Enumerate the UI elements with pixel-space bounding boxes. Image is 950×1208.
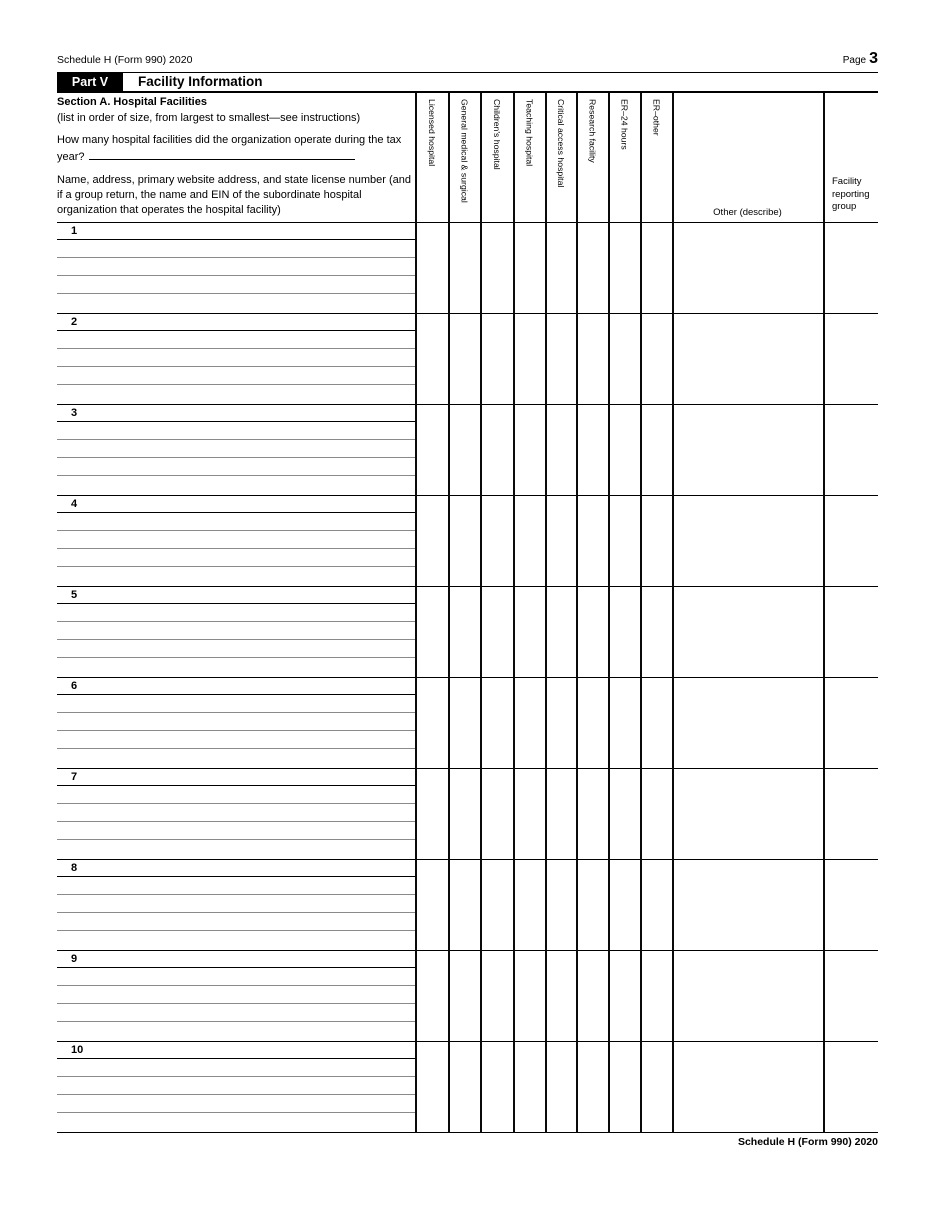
facility-name-line[interactable] [57,331,415,349]
checkbox-cell-critical-access-hospital[interactable] [545,1042,576,1132]
row-number: 8 [71,861,78,874]
checkbox-cell-teaching-hospital[interactable] [513,405,545,495]
facility-name-line[interactable] [57,258,415,276]
checkbox-cell-er-24-hours[interactable] [608,405,640,495]
checkbox-cell-critical-access-hospital[interactable] [545,678,576,768]
other-describe-cell[interactable] [672,1042,823,1132]
column-header-label: Teaching hospital [524,98,535,166]
facility-name-line[interactable] [57,968,415,986]
checkbox-cell-research-facility[interactable] [576,314,608,404]
checkbox-cell-er-other[interactable] [640,1042,672,1132]
facility-name-line[interactable] [57,367,415,385]
checkbox-cell-children-s-hospital[interactable] [480,496,513,586]
facility-name-line[interactable] [57,951,415,969]
facility-name-line[interactable] [57,587,415,605]
checkbox-cell-er-24-hours[interactable] [608,314,640,404]
checkbox-cell-critical-access-hospital[interactable] [545,951,576,1041]
other-describe-cell[interactable] [672,951,823,1041]
column-header-general-medical-surgical [448,93,480,223]
facility-name-line[interactable] [57,422,415,440]
facility-group-cell[interactable] [823,223,878,313]
checkbox-cell-licensed-hospital[interactable] [415,405,448,495]
facility-group-cell[interactable] [823,951,878,1041]
checkbox-cell-general-medical-surgical[interactable] [448,587,480,677]
other-describe-cell[interactable] [672,587,823,677]
checkbox-cell-research-facility[interactable] [576,496,608,586]
checkbox-cell-critical-access-hospital[interactable] [545,223,576,313]
facility-name-line[interactable] [57,622,415,640]
checkbox-cell-research-facility[interactable] [576,678,608,768]
other-describe-cell[interactable] [672,496,823,586]
facility-name-line[interactable] [57,786,415,804]
footer-form-title: Schedule H (Form 990) 2020 [737,1136,878,1148]
other-describe-cell[interactable] [672,405,823,495]
column-header-research-facility [576,93,608,223]
other-describe-cell[interactable] [672,678,823,768]
facility-name-line[interactable] [57,513,415,531]
facility-group-cell[interactable] [823,496,878,586]
facility-name-line[interactable] [57,385,415,403]
row-number: 9 [71,952,78,965]
facility-row [57,769,878,860]
column-divider [480,93,482,1133]
checkbox-cell-er-24-hours[interactable] [608,587,640,677]
page-indicator [843,50,878,68]
checkbox-cell-licensed-hospital[interactable] [415,314,448,404]
checkbox-cell-licensed-hospital[interactable] [415,223,448,313]
column-header-label: ER–other [651,98,662,136]
checkbox-cell-er-24-hours[interactable] [608,769,640,859]
checkbox-cell-licensed-hospital[interactable] [415,860,448,950]
facility-name-line[interactable] [57,314,415,332]
checkbox-cell-research-facility[interactable] [576,405,608,495]
facility-name-line[interactable] [57,531,415,549]
checkbox-cell-children-s-hospital[interactable] [480,860,513,950]
facility-group-header-cell [823,93,878,223]
checkbox-cell-general-medical-surgical[interactable] [448,1042,480,1132]
checkbox-cell-teaching-hospital[interactable] [513,678,545,768]
checkbox-cell-critical-access-hospital[interactable] [545,587,576,677]
facility-name-line[interactable] [57,1077,415,1095]
table-header [57,93,878,223]
checkbox-cell-er-other[interactable] [640,405,672,495]
page-label: Page [842,55,867,66]
facility-name-line[interactable] [57,658,415,676]
column-divider [576,93,578,1133]
facility-row [57,1042,878,1133]
facility-group-cell[interactable] [823,587,878,677]
checkbox-cell-critical-access-hospital[interactable] [545,860,576,950]
checkbox-cell-er-24-hours[interactable] [608,496,640,586]
checkbox-cell-general-medical-surgical[interactable] [448,860,480,950]
checkbox-cell-research-facility[interactable] [576,769,608,859]
form-title: Schedule H (Form 990) 2020 [57,54,193,66]
facility-name-line[interactable] [57,1059,415,1077]
other-describe-cell[interactable] [672,314,823,404]
facility-row [57,314,878,405]
facility-name-line[interactable] [57,240,415,258]
facility-name-line[interactable] [57,860,415,878]
checkbox-cell-general-medical-surgical[interactable] [448,496,480,586]
part-title: Facility Information [138,74,263,89]
checkbox-cell-licensed-hospital[interactable] [415,678,448,768]
facility-name-line[interactable] [57,604,415,622]
column-divider [640,93,642,1133]
facility-name-line[interactable] [57,840,415,858]
other-describe-cell[interactable] [672,223,823,313]
checkbox-cell-er-other[interactable] [640,769,672,859]
checkbox-cell-teaching-hospital[interactable] [513,1042,545,1132]
top-header [57,50,878,68]
facility-group-label: Facility reporting group [832,176,870,213]
checkbox-cell-licensed-hospital[interactable] [415,769,448,859]
column-header-label: Children's hospital [491,98,502,170]
facility-row [57,860,878,951]
checkbox-cell-er-24-hours[interactable] [608,678,640,768]
checkbox-cell-teaching-hospital[interactable] [513,314,545,404]
checkbox-cell-teaching-hospital[interactable] [513,587,545,677]
checkbox-cell-er-other[interactable] [640,223,672,313]
checkbox-cell-critical-access-hospital[interactable] [545,314,576,404]
checkbox-cell-general-medical-surgical[interactable] [448,951,480,1041]
hospital-facilities-table [57,93,878,1133]
column-header-label: Research facility [587,98,598,163]
row-number: 10 [71,1043,84,1056]
facility-group-cell[interactable] [823,860,878,950]
row-number: 5 [71,588,78,601]
checkbox-cell-er-other[interactable] [640,951,672,1041]
column-header-er-24-hours [608,93,640,223]
facility-group-cell[interactable] [823,314,878,404]
row-number: 7 [71,770,78,783]
column-header-label: Critical access hospital [555,98,566,187]
name-column-header: Name, address, primary website address, and state license number (and if a group return, the name and EIN of the subordinate hospital organization that operates the hospital facility) [57,173,412,216]
facility-row [57,223,878,314]
facility-name-line[interactable] [57,931,415,949]
column-header-critical-access-hospital [545,93,576,223]
checkbox-cell-er-other[interactable] [640,860,672,950]
facility-name-line[interactable] [57,877,415,895]
facility-row [57,587,878,678]
facility-name-line[interactable] [57,749,415,767]
checkbox-cell-er-other[interactable] [640,678,672,768]
facility-name-line[interactable] [57,294,415,312]
facility-name-line[interactable] [57,476,415,494]
part-label-box: Part V [57,73,123,91]
facility-name-line[interactable] [57,405,415,423]
facility-name-line[interactable] [57,549,415,567]
column-header-teaching-hospital [513,93,545,223]
facility-name-line[interactable] [57,640,415,658]
column-divider [608,93,610,1133]
column-header-licensed-hospital [415,93,448,223]
checkbox-cell-general-medical-surgical[interactable] [448,223,480,313]
facility-name-line[interactable] [57,496,415,514]
facility-name-line[interactable] [57,678,415,696]
facility-group-cell[interactable] [823,678,878,768]
other-column-label: Other (describe) [713,206,782,218]
facility-name-line[interactable] [57,458,415,476]
facility-name-line[interactable] [57,913,415,931]
facility-row [57,405,878,496]
checkbox-cell-teaching-hospital[interactable] [513,223,545,313]
row-number: 3 [71,406,78,419]
checkbox-cell-children-s-hospital[interactable] [480,314,513,404]
facility-name-line[interactable] [57,440,415,458]
checkbox-cell-research-facility[interactable] [576,587,608,677]
checkbox-cell-research-facility[interactable] [576,951,608,1041]
checkbox-cell-children-s-hospital[interactable] [480,678,513,768]
checkbox-cell-teaching-hospital[interactable] [513,951,545,1041]
row-number: 1 [71,224,78,237]
facility-row [57,951,878,1042]
facility-group-cell[interactable] [823,769,878,859]
column-divider [448,93,450,1133]
checkbox-cell-teaching-hospital[interactable] [513,496,545,586]
hospital-count-question-text: How many hospital facilities did the organization operate during the tax year? [57,133,402,163]
checkbox-cell-research-facility[interactable] [576,223,608,313]
facility-row [57,496,878,587]
part-header-bar [57,72,878,93]
checkbox-cell-er-24-hours[interactable] [608,223,640,313]
other-describe-cell[interactable] [672,769,823,859]
facility-name-line[interactable] [57,276,415,294]
facility-name-line[interactable] [57,713,415,731]
checkbox-cell-general-medical-surgical[interactable] [448,314,480,404]
row-number: 6 [71,679,78,692]
page-number: 3 [869,50,878,67]
hospital-count-field[interactable] [89,148,355,160]
facility-name-line[interactable] [57,1022,415,1040]
column-divider [823,93,825,1133]
checkbox-cell-licensed-hospital[interactable] [415,496,448,586]
facility-name-line[interactable] [57,731,415,749]
column-divider [545,93,547,1133]
checkbox-cell-er-24-hours[interactable] [608,860,640,950]
checkbox-cell-general-medical-surgical[interactable] [448,405,480,495]
facility-name-line[interactable] [57,895,415,913]
facility-name-line[interactable] [57,349,415,367]
section-subtitle: (list in order of size, from largest to smallest—see instructions) [57,112,361,124]
checkbox-cell-general-medical-surgical[interactable] [448,769,480,859]
checkbox-cell-children-s-hospital[interactable] [480,587,513,677]
facility-name-line[interactable] [57,567,415,585]
section-header-cell [57,93,415,223]
checkbox-cell-er-other[interactable] [640,496,672,586]
checkbox-cell-children-s-hospital[interactable] [480,769,513,859]
checkbox-cell-teaching-hospital[interactable] [513,860,545,950]
row-number: 2 [71,315,78,328]
other-describe-cell[interactable] [672,860,823,950]
facility-group-cell[interactable] [823,1042,878,1132]
checkbox-cell-children-s-hospital[interactable] [480,1042,513,1132]
facility-name-line[interactable] [57,986,415,1004]
column-divider [672,93,674,1133]
row-number: 4 [71,497,78,510]
facility-name-line[interactable] [57,1113,415,1131]
column-header-label: ER–24 hours [619,98,630,150]
column-header-children-s-hospital [480,93,513,223]
section-title: Section A. Hospital Facilities [57,95,207,108]
checkbox-cell-licensed-hospital[interactable] [415,951,448,1041]
facility-name-line[interactable] [57,804,415,822]
checkbox-cell-children-s-hospital[interactable] [480,405,513,495]
checkbox-cell-general-medical-surgical[interactable] [448,678,480,768]
column-header-er-other [640,93,672,223]
facility-name-line[interactable] [57,223,415,241]
facility-name-line[interactable] [57,695,415,713]
checkbox-cell-teaching-hospital[interactable] [513,769,545,859]
checkbox-cell-research-facility[interactable] [576,1042,608,1132]
checkbox-cell-children-s-hospital[interactable] [480,223,513,313]
checkbox-cell-er-other[interactable] [640,314,672,404]
column-header-label: Licensed hospital [426,98,437,166]
checkbox-cell-licensed-hospital[interactable] [415,587,448,677]
checkbox-cell-critical-access-hospital[interactable] [545,496,576,586]
facility-name-line[interactable] [57,822,415,840]
hospital-count-question [57,133,413,165]
checkbox-cell-er-other[interactable] [640,587,672,677]
checkbox-cell-licensed-hospital[interactable] [415,1042,448,1132]
checkbox-cell-er-24-hours[interactable] [608,951,640,1041]
facility-name-line[interactable] [57,1004,415,1022]
checkbox-cell-critical-access-hospital[interactable] [545,769,576,859]
checkbox-cell-critical-access-hospital[interactable] [545,405,576,495]
facility-row [57,678,878,769]
checkbox-cell-er-24-hours[interactable] [608,1042,640,1132]
column-header-label: General medical & surgical [459,98,470,203]
facility-name-line[interactable] [57,769,415,787]
column-divider [513,93,515,1133]
checkbox-cell-children-s-hospital[interactable] [480,951,513,1041]
column-divider [415,93,417,1133]
checkbox-cell-research-facility[interactable] [576,860,608,950]
facility-name-line[interactable] [57,1095,415,1113]
other-column-header-cell [672,93,823,223]
facility-group-cell[interactable] [823,405,878,495]
facility-name-line[interactable] [57,1042,415,1060]
